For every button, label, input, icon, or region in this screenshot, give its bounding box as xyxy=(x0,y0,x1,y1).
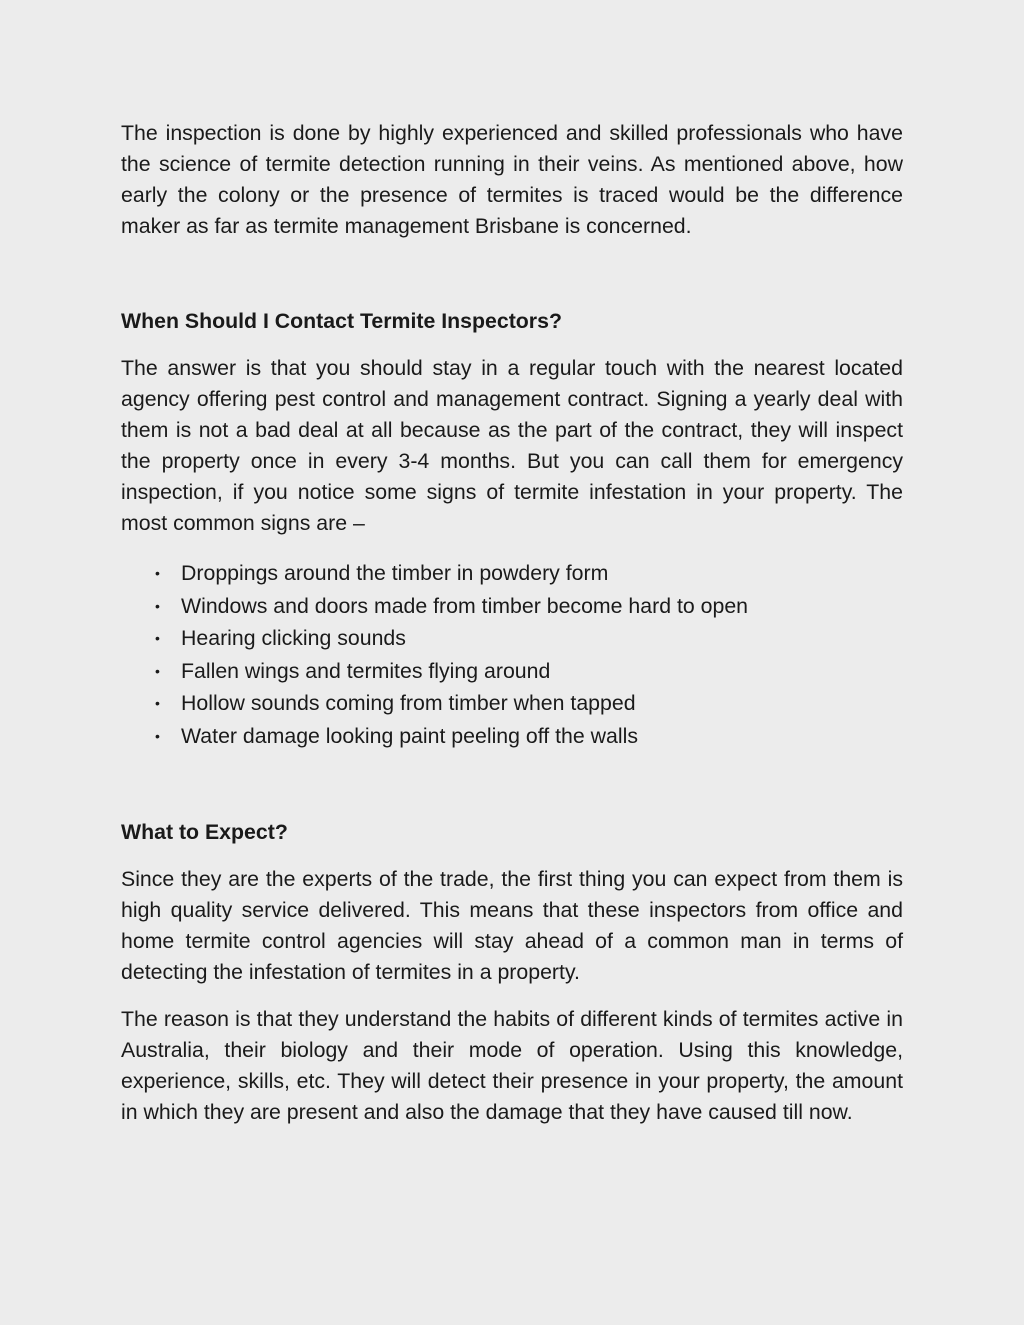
list-item xyxy=(121,557,903,590)
list-item xyxy=(121,622,903,655)
bullet-icon: • xyxy=(155,695,160,712)
contact-paragraph: The answer is that you should stay in a regular touch with the nearest located agency offering pest control and management contract. Signing a yearly deal with them is not a bad deal at all because as the part of the contract, they will inspect the property once in every 3-4 months. But you can call them for emergency inspection, if you notice some signs of termite infestation in your property. The most common signs are – xyxy=(121,356,903,535)
list-item-text: Hearing clicking sounds xyxy=(181,626,406,651)
section-heading-expect: What to Expect? xyxy=(121,819,288,844)
bullet-icon: • xyxy=(155,565,160,581)
list-item-text: Fallen wings and termites flying around xyxy=(181,658,551,683)
list-item xyxy=(121,720,903,753)
expect-paragraph-1: Since they are the experts of the trade, the first thing you can expect from them is high quality service delivered. This means that these inspectors from office and home termite control agencies will stay ahead of a common man in terms of detecting the infestation of termites in a property. xyxy=(121,866,903,984)
bullet-icon: • xyxy=(155,662,160,679)
list-item-text: Windows and doors made from timber become hard to open xyxy=(181,593,749,618)
list-item-text: Water damage looking paint peeling off the walls xyxy=(181,723,638,748)
list-item xyxy=(121,590,903,623)
list-item-text: Hollow sounds coming from timber when tapped xyxy=(181,691,636,716)
bullet-icon: • xyxy=(155,727,160,744)
intro-paragraph: The inspection is done by highly experienced and skilled professionals who have the science of termite detection running in their veins. As mentioned above, how early the colony or the presence of termites is traced would be the difference maker as far as termite management Brisbane is concerned. xyxy=(121,121,903,238)
document-page xyxy=(121,118,903,1128)
bullet-icon: • xyxy=(155,630,160,647)
section-heading-contact: When Should I Contact Termite Inspectors? xyxy=(121,309,562,333)
expect-paragraph-2: The reason is that they understand the habits of different kinds of termites active in Australia, their biology and their mode of operation. Using this knowledge, experience, skills, etc. They will detect their presence in your property, the amount in which they are present and also the damage that they have caused till now. xyxy=(121,1006,903,1124)
list-item xyxy=(121,687,903,720)
termite-signs-list xyxy=(121,557,903,753)
list-item-text: Droppings around the timber in powdery form xyxy=(181,561,609,585)
list-item xyxy=(121,655,903,688)
bullet-icon: • xyxy=(155,597,160,614)
